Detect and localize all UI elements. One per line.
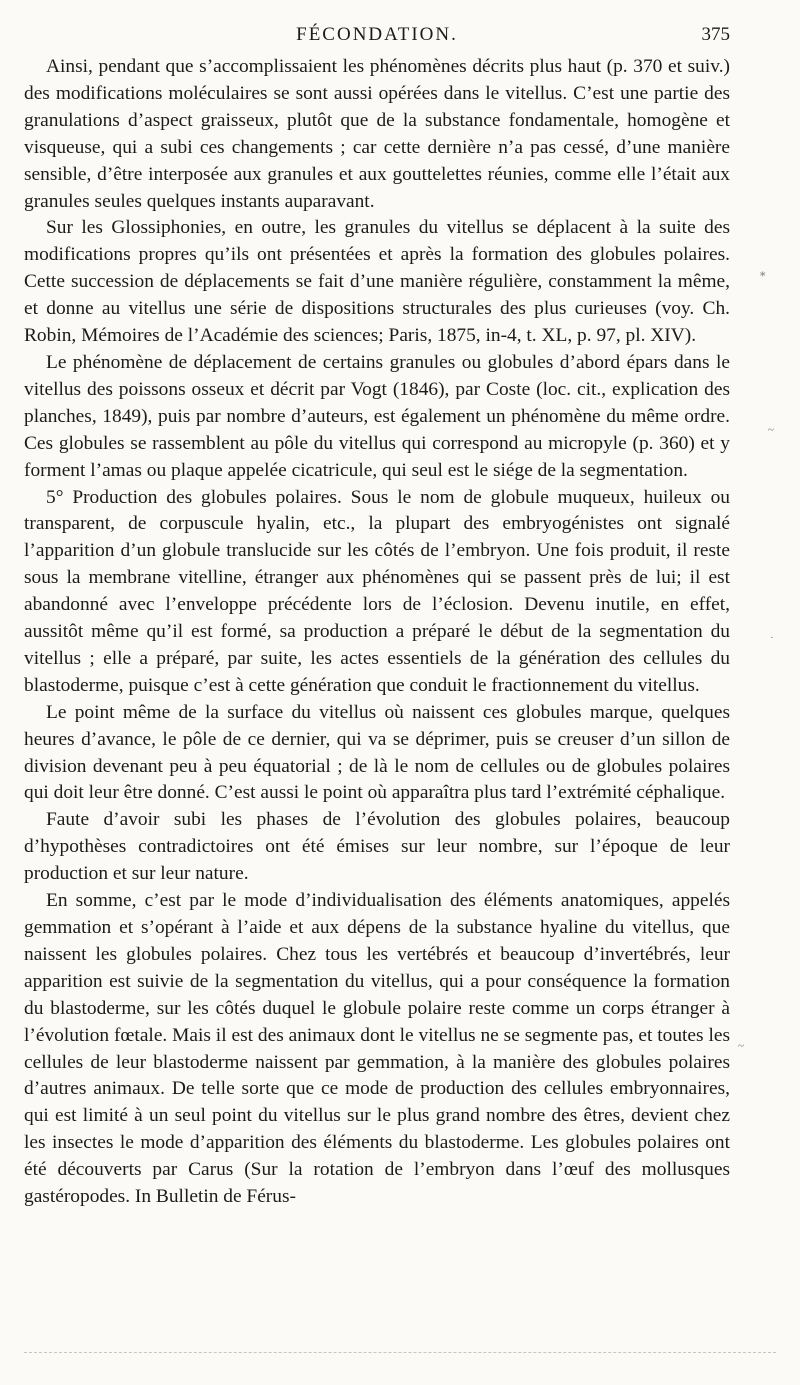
paragraph: Le phénomène de déplacement de certains granules ou globules d’abord épars dans le vitellus des poissons osseux et décrit par Vogt (1846), par Coste (loc. cit., explication des planches, 1849), puis par nombre d’auteurs, est également un phénomène du même ordre. Ces globules se rassemblent au pôle du vitellus qui correspond au micropyle (p. 360) et y forment l’amas ou plaque appelée cicatricule, qui seul est le siége de la segmentation. <box>24 351 730 481</box>
ink-speck: · <box>770 632 774 644</box>
page-bottom-rule <box>24 1352 776 1353</box>
paragraph: 5° Production des globules polaires. Sous le nom de globule muqueux, huileux ou transparent, de corpuscule hyalin, etc., la plupart des embryogénistes ont signalé l’apparition d’un globule translucide sur les côtés de l’embryon. Une fois produit, il reste sous la membrane vitelline, étranger aux phénomènes qui se passent près de lui; il est abandonné avec l’enveloppe précédente lors de l’éclosion. Devenu inutile, en effet, aussitôt même qu’il est formé, sa production a préparé le début de la segmentation du vitellus ; elle a préparé, par suite, les actes essentiels de la génération des cellules du blastoderme, puisque c’est à cette génération que conduit le fractionnement du vitellus. <box>24 486 730 696</box>
document-page <box>24 20 730 1211</box>
running-header <box>24 20 730 50</box>
paragraph: Le point même de la surface du vitellus où naissent ces globules marque, quelques heures d’avance, le pôle de ce dernier, qui va se déprimer, puis se creuser d’un sillon de division devenant peu à peu équatorial ; de là le nom de cellules ou de globules polaires qui doit leur être donné. C’est aussi le point où apparaîtra plus tard l’extrémité céphalique. <box>24 701 730 804</box>
ink-speck: ⁎ <box>760 267 766 279</box>
running-title: FÉCONDATION. <box>296 24 458 45</box>
ink-speck: ~ <box>738 1040 744 1052</box>
paragraph: Faute d’avoir subi les phases de l’évolution des globules polaires, beaucoup d’hypothèses contradictoires ont été émises sur leur nombre, sur l’époque de leur production et sur leur nature. <box>24 809 730 885</box>
paragraph: En somme, c’est par le mode d’individualisation des éléments anatomiques, appelés gemmation et s’opérant à l’aide et aux dépens de la substance hyaline du vitellus, que naissent les globules polaires. Chez tous les vertébrés et beaucoup d’invertébrés, leur apparition est suivie de la segmentation du vitellus, qui a pour conséquence la formation du blastoderme, sur les côtés duquel le globule polaire reste comme un corps étranger à l’évolution fœtale. Mais il est des animaux dont le vitellus ne se segmente pas, et toutes les cellules de leur blastoderme naissent par gemmation, à la manière des globules polaires d’autres animaux. De telle sorte que ce mode de production des cellules embryonnaires, qui est limité à un seul point du vitellus sur le plus grand nombre des êtres, devient chez les insectes le mode d’apparition des éléments du blastoderme. Les globules polaires ont été découverts par Carus (Sur la rotation de l’embryon dans l’œuf des mollusques gastéropodes. In Bulletin de Férus- <box>24 890 730 1208</box>
text-body <box>24 54 730 1211</box>
paragraph: Sur les Glossiphonies, en outre, les granules du vitellus se déplacent à la suite des modifications propres qu’ils ont présentées et après la formation des globules polaires. Cette succession de déplacements se fait d’une manière régulière, constamment la même, et donne au vitellus une série de dispositions structurales des plus curieuses (voy. Ch. Robin, Mémoires de l’Académie des sciences; Paris, 1875, in-4, t. XL, p. 97, pl. XIV). <box>24 217 730 347</box>
paragraph: Ainsi, pendant que s’accomplissaient les phénomènes décrits plus haut (p. 370 et suiv.) des modifications moléculaires se sont aussi opérées dans le vitellus. C’est une partie des granulations d’aspect graisseux, plutôt que de la substance fondamentale, homogène et visqueuse, qui a subi ces changements ; car cette dernière n’a pas cessé, d’une manière sensible, d’être interposée aux granules et aux gouttelettes réunies, comme elle l’était aux granules seules quelques instants auparavant. <box>24 56 730 212</box>
page-number: 375 <box>701 24 730 45</box>
ink-speck: ~ <box>768 424 774 436</box>
